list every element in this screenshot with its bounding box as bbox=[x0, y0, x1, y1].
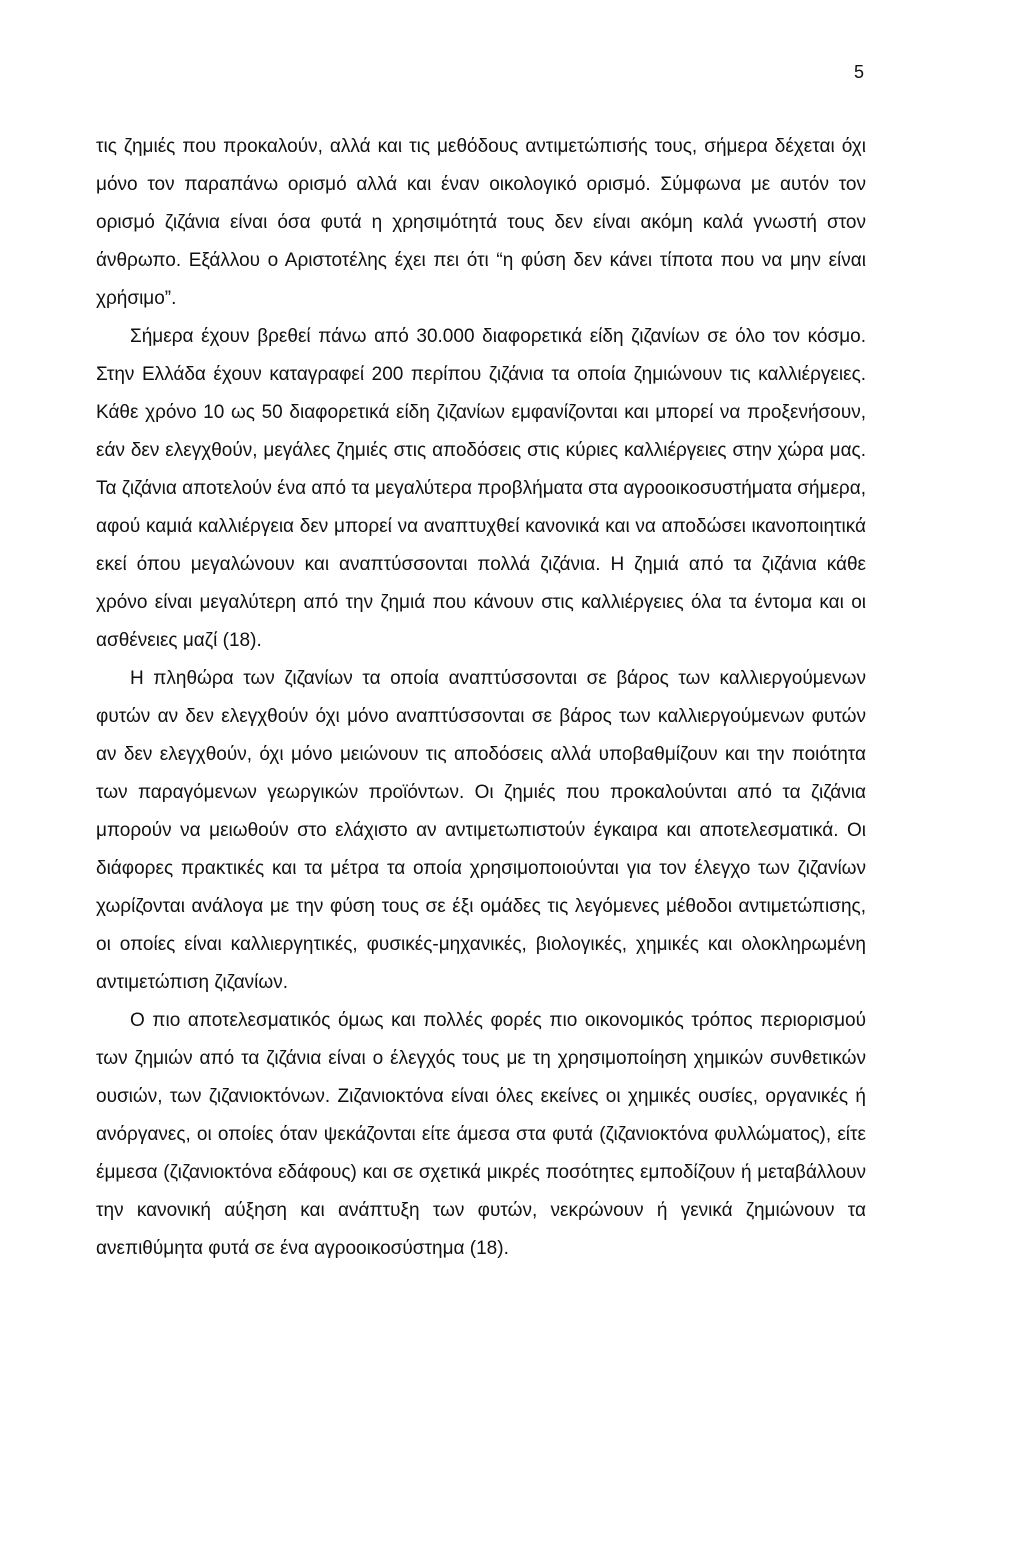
paragraph-weed-control: Η πληθώρα των ζιζανίων τα οποία αναπτύσσονται σε βάρος των καλλιεργούμενων φυτών αν δεν ελεγχθούν όχι μόνο αναπτύσσονται σε βάρος των καλλιεργούμενων φυτών αν δεν ελεγχθούν, όχι μόνο μειώνουν τις αποδόσεις αλλά υποβαθμίζουν και την ποιότητα των παραγόμενων γεωργικών προϊόντων. Οι ζημιές που προκαλούνται από τα ζιζάνια μπορούν να μειωθούν στο ελάχιστο αν αντιμετωπιστούν έγκαιρα και αποτελεσματικά. Οι διάφορες πρακτικές και τα μέτρα τα οποία χρησιμοποιούνται για τον έλεγχο των ζιζανίων χωρίζονται ανάλογα με την φύση τους σε έξι ομάδες τις λεγόμενες μέθοδοι αντιμετώπισης, οι οποίες είναι καλλιεργητικές, φυσικές-μηχανικές, βιολογικές, χημικές και ολοκληρωμένη αντιμετώπιση ζιζανίων. bbox=[96, 668, 866, 993]
paragraph-weed-species: Σήμερα έχουν βρεθεί πάνω από 30.000 διαφορετικά είδη ζιζανίων σε όλο τον κόσμο. Στην Ελλάδα έχουν καταγραφεί 200 περίπου ζιζάνια τα οποία ζημιώνουν τις καλλιέργειες. Κάθε χρόνο 10 ως 50 διαφορετικά είδη ζιζανίων εμφανίζονται και μπορεί να προξενήσουν, εάν δεν ελεγχθούν, μεγάλες ζημιές στις αποδόσεις στις κύριες καλλιέργειες στην χώρα μας. Τα ζιζάνια αποτελούν ένα από τα μεγαλύτερα προβλήματα στα αγροοικοσυστήματα σήμερα, αφού καμιά καλλιέργεια δεν μπορεί να αναπτυχθεί κανονικά και να αποδώσει ικανοποιητικά εκεί όπου μεγαλώνουν και αναπτύσσονται πολλά ζιζάνια. Η ζημιά από τα ζιζάνια κάθε χρόνο είναι μεγαλύτερη από την ζημιά που κάνουν στις καλλιέργειες όλα τα έντομα και οι ασθένειες μαζί (18). bbox=[96, 326, 866, 651]
paragraph-herbicides: Ο πιο αποτελεσματικός όμως και πολλές φορές πιο οικονομικός τρόπος περιορισμού των ζημιών από τα ζιζάνια είναι ο έλεγχός τους με τη χρησιμοποίηση χημικών συνθετικών ουσιών, των ζιζανιοκτόνων. Ζιζανιοκτόνα είναι όλες εκείνες οι χημικές ουσίες, οργανικές ή ανόργανες, οι οποίες όταν ψεκάζονται είτε άμεσα στα φυτά (ζιζανιοκτόνα φυλλώματος), είτε έμμεσα (ζιζανιοκτόνα εδάφους) και σε σχετικά μικρές ποσότητες εμποδίζουν ή μεταβάλλουν την κανονική αύξηση και ανάπτυξη των φυτών, νεκρώνουν ή γενικά ζημιώνουν τα ανεπιθύμητα φυτά σε ένα αγροοικοσύστημα (18). bbox=[96, 1010, 866, 1259]
page-number: 5 bbox=[853, 62, 864, 82]
paragraph-continued: τις ζημιές που προκαλούν, αλλά και τις μεθόδους αντιμετώπισής τους, σήμερα δέχεται όχι μόνο τον παραπάνω ορισμό αλλά και έναν οικολογικό ορισμό. Σύμφωνα με αυτόν τον ορισμό ζιζάνια είναι όσα φυτά η χρησιμότητά τους δεν είναι ακόμη καλά γνωστή στον άνθρωπο. Εξάλλου ο Αριστοτέλης έχει πει ότι “η φύση δεν κάνει τίποτα που να μην είναι χρήσιμο”. bbox=[96, 136, 866, 309]
body-text bbox=[96, 128, 866, 1268]
